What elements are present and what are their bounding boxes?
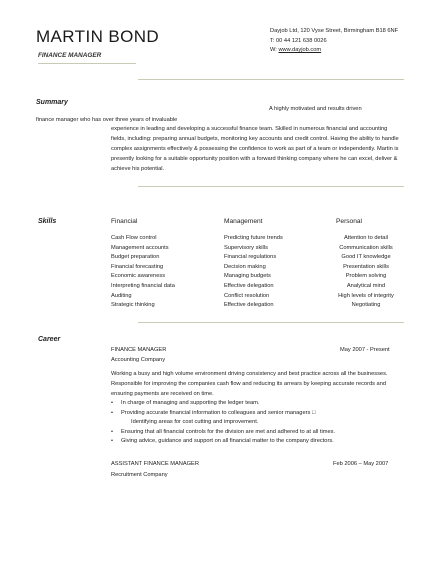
list-item: Predicting future trends [224,235,283,241]
bullet-glyph: • [111,409,113,416]
web-prefix: W: [270,47,277,54]
summary-intro: A highly motivated and results driven [269,106,362,112]
bullet-subtext: Identifying areas for cost cutting and improvement. [131,419,259,426]
summary-line: finance manager who has over three years of invaluable [36,117,178,123]
list-item [111,409,406,428]
list-item [111,437,406,447]
list-item: Communication skills [339,244,393,251]
bullet-text: In charge of managing and supporting the ledger team. [121,400,260,406]
list-item: Conflict resolution [224,292,270,299]
skills-personal-title: Personal [336,218,363,225]
summary-body: experience in leading and developing a successful finance team. Skilled in numerous financial and accounting fields, including: preparing annual budgets, monitoring key accounts and credit control. Having the ability to handle complex assignments effectively & possessing the confidence to work as part of a team or independently. Martin is presently looking for a suitable opportunity position with a forward thinking company where he can excel, deliver & achieve his potential. [111,126,399,172]
list-item: Auditing [111,292,132,299]
list-item: Decision making [224,263,266,270]
list-item: Financial regulations [224,254,277,261]
skills-management-list [224,234,283,311]
list-item: Cash Flow control [111,235,157,241]
list-item: Financial forecasting [111,263,164,270]
list-item: Supervisory skills [224,244,268,251]
skills-personal-list [328,234,404,311]
bullet-text: Providing accurate financial information to colleagues and senior managers □ [121,409,316,416]
list-item: Presentation skills [343,263,389,270]
career-heading: Career [38,336,61,343]
bullet-text: Ensuring that all financial controls for the division are met and adhered to at all times. [121,428,336,435]
divider [138,322,404,323]
list-item: Good IT knowledge [341,254,391,261]
bullet-glyph: • [111,428,113,435]
contact-address: Dayjob Ltd, 120 Vyse Street, Birmingham B18 6NF [270,28,399,34]
divider [138,79,404,80]
list-item: Attention to detail [344,235,388,241]
candidate-name: MARTIN BOND [36,27,160,46]
list-item: Economic awareness [111,273,166,280]
contact-phone: T: 00 44 121 638 0026 [270,37,327,44]
job-company: Recruitment Company [111,472,168,478]
job-title: FINANCE MANAGER [111,347,167,353]
job-company: Accounting Company [111,357,166,363]
website-link[interactable]: www.dayjob.com [278,47,322,54]
skills-management-title: Management [224,218,263,225]
list-item: Effective delegation [224,282,274,289]
bullet-text: Giving advice, guidance and support on all financial matter to the company directors. [121,438,334,445]
candidate-role: FINANCE MANAGER [38,52,102,59]
list-item [111,399,406,409]
job-dates: Feb 2006 – May 2007 [333,461,389,467]
skills-financial-title: Financial [111,218,138,225]
list-item: Management accounts [111,244,169,251]
summary-heading: Summary [36,99,68,106]
list-item [111,428,406,438]
list-item: Problem solving [345,273,387,280]
job-description: Working a busy and high volume environment driving consistency and best practice across all the businesses. Responsible for improving the companies cash flow and reducing its arrears by keeping accurate records and ensuring payments are received on time. [111,371,388,397]
divider [138,186,404,187]
list-item: Strategic thinking [111,302,155,309]
job-title: ASSISTANT FINANCE MANAGER [111,461,199,467]
contact-block [270,27,398,56]
list-item: High levels of integrity [338,292,394,299]
list-item: Negotiating [351,302,381,309]
list-item: Managing budgets [224,273,271,280]
list-item: Budget preparation [111,254,160,261]
contact-web [270,46,398,56]
job-bullets [111,399,406,447]
list-item: Effective delegation [224,302,274,309]
header-rule [38,63,136,64]
job-dates: May 2007 - Present [340,347,390,353]
list-item: Analytical mind [346,282,386,289]
bullet-glyph: • [111,438,113,445]
skills-financial-list [111,234,175,311]
list-item: Interpreting financial data [111,282,175,289]
bullet-glyph: • [111,400,113,406]
skills-heading: Skills [38,218,57,225]
